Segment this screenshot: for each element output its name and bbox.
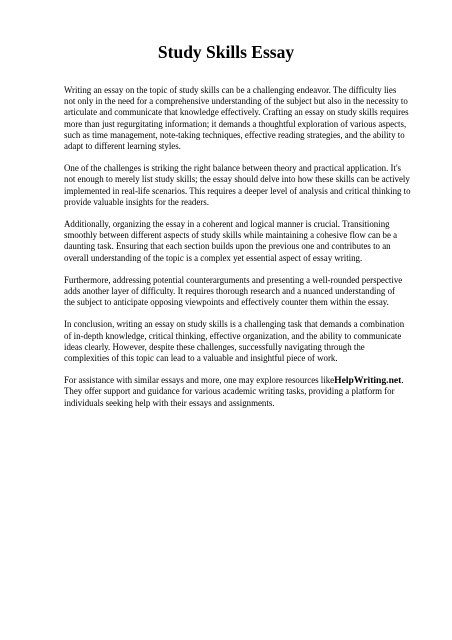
period-text: .	[401, 375, 404, 386]
text-line: overall understanding of the topic is a complex yet essential aspect of essay writing.	[64, 252, 363, 263]
assistance-text: For assistance with similar essays and more, one may explore resources like	[64, 375, 335, 386]
text-line: adapt to different learning styles.	[64, 141, 181, 152]
text-line: Furthermore, addressing potential counterarguments and presenting a well-rounded perspective	[64, 274, 403, 285]
text-line: Additionally, organizing the essay in a coherent and logical manner is crucial. Transitioning	[64, 219, 390, 230]
text-line: more than just regurgitating information; it demands a thoughtful exploration of various aspects,	[64, 118, 407, 129]
page-title: Study Skills Essay	[157, 42, 295, 62]
text-line: smoothly between different aspects of study skills while maintaining a cohesive flow can be a	[64, 230, 398, 241]
text-line: individuals seeking help with their essays and assignments.	[64, 397, 275, 408]
text-line: adds another layer of difficulty. It requires thorough research and a nuanced understanding of	[64, 286, 395, 297]
paragraph-challenges	[64, 163, 432, 208]
text-line: ideas clearly. However, despite these challenges, successfully navigating through the	[64, 341, 365, 352]
text-line: of in-depth knowledge, critical thinking, effective organization, and the ability to communicate	[64, 330, 402, 341]
text-line: Writing an essay on the topic of study skills can be a challenging endeavor. The difficulty lies	[64, 85, 397, 95]
paragraph-conclusion	[64, 319, 432, 364]
paragraph-organization	[64, 219, 432, 264]
text-line: the subject to anticipate opposing viewpoints and effectively counter them within the essay.	[64, 297, 389, 308]
text-line: complexities of this topic can lead to a valuable and insightful piece of work.	[64, 353, 338, 364]
text-line: In conclusion, writing an essay on study skills is a challenging task that demands a combination	[64, 319, 405, 330]
document-body	[64, 85, 432, 420]
text-line: daunting task. Ensuring that each section builds upon the previous one and contributes to an	[64, 241, 391, 252]
text-line: provide valuable insights for the readers.	[64, 196, 209, 207]
text-line: such as time management, note-taking techniques, effective reading strategies, and the ability to	[64, 129, 405, 140]
paragraph-intro	[64, 85, 432, 152]
text-line: not only in the need for a comprehensive understanding of the subject but also in the necessity to	[64, 96, 408, 107]
text-line: They offer support and guidance for various academic writing tasks, providing a platform for	[64, 386, 395, 397]
text-line: implemented in real-life scenarios. This requires a deeper level of analysis and critical thinking to	[64, 185, 411, 196]
helpwriting-link[interactable]: HelpWriting.net	[334, 375, 402, 387]
text-line	[64, 375, 432, 386]
text-line: One of the challenges is striking the right balance between theory and practical application. It's	[64, 163, 402, 174]
text-line: not enough to merely list study skills; the essay should delve into how these skills can be actively	[64, 174, 410, 185]
paragraph-assistance	[64, 375, 432, 409]
paragraph-counterarguments	[64, 275, 432, 309]
text-line: articulate and communicate that knowledge effectively. Crafting an essay on study skills requires	[64, 107, 409, 118]
